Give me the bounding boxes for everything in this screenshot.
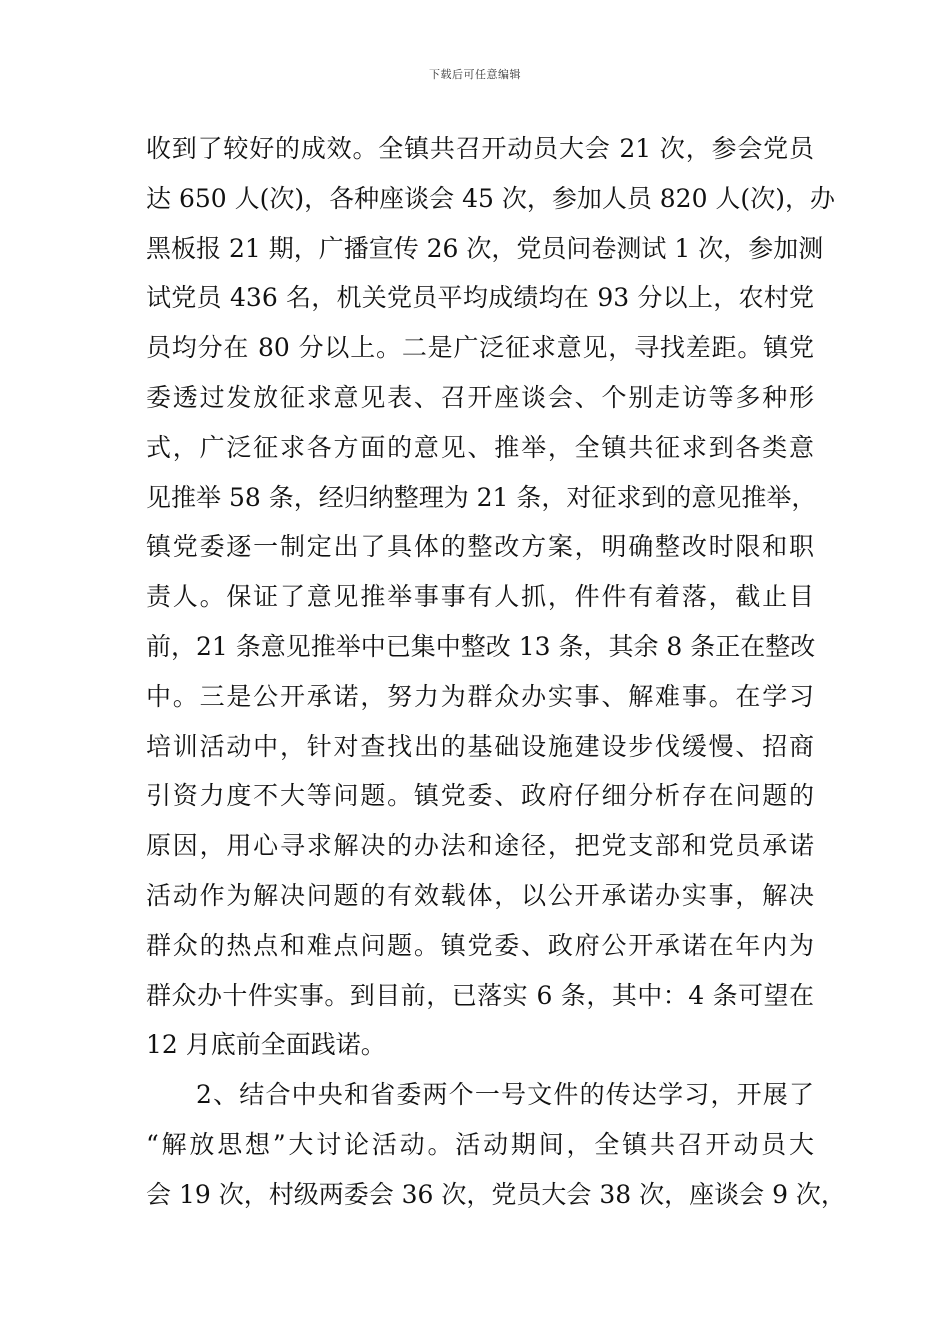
text-line: 活动作为解决问题的有效载体，以公开承诺办实事，解决 xyxy=(146,880,814,910)
page-header: 下载后可任意编辑 xyxy=(429,68,521,81)
text-line: 式，广泛征求各方面的意见、推举，全镇共征求到各类意 xyxy=(146,432,814,462)
text-line: 镇党委逐一制定出了具体的整改方案，明确整改时限和职 xyxy=(146,532,814,562)
text-line: 达 650 人(次)，各种座谈会 45 次，参加人员 820 人(次)，办 xyxy=(146,183,835,213)
document-body xyxy=(146,124,846,1220)
text-line: 黑板报 21 期，广播宣传 26 次，党员问卷测试 1 次，参加测 xyxy=(146,233,824,263)
text-line: 原因，用心寻求解决的办法和途径，把党支部和党员承诺 xyxy=(146,831,814,861)
text-line: 会 19 次，村级两委会 36 次，党员大会 38 次，座谈会 9 次， xyxy=(146,1179,846,1209)
text-line: 群众的热点和难点问题。镇党委、政府公开承诺在年内为 xyxy=(146,930,814,960)
text-line: 收到了较好的成效。全镇共召开动员大会 21 次，参会党员 xyxy=(146,134,814,163)
text-line: 2、结合中央和省委两个一号文件的传达学习，开展了 xyxy=(196,1080,814,1110)
text-line: 12 月底前全面践诺。 xyxy=(146,1030,386,1060)
text-line: 前，21 条意见推举中已集中整改 13 条，其余 8 条正在整改 xyxy=(146,631,816,661)
text-line: 见推举 58 条，经归纳整理为 21 条，对征求到的意见推举， xyxy=(146,482,817,512)
text-line: 中。三是公开承诺，努力为群众办实事、解难事。在学习 xyxy=(146,681,814,711)
text-line: 试党员 436 名，机关党员平均成绩均在 93 分以上，农村党 xyxy=(146,283,814,313)
text-line: 引资力度不大等问题。镇党委、政府仔细分析存在问题的 xyxy=(146,781,814,811)
text-line: 群众办十件实事。到目前，已落实 6 条，其中：4 条可望在 xyxy=(146,980,814,1010)
text-line: 委透过发放征求意见表、召开座谈会、个别走访等多种形 xyxy=(146,382,814,412)
text-line: 责人。保证了意见推举事事有人抓，件件有着落，截止目 xyxy=(146,582,814,612)
text-line: “解放思想”大讨论活动。活动期间，全镇共召开动员大 xyxy=(146,1129,814,1159)
paragraph-1 xyxy=(146,124,835,1070)
paragraph-2 xyxy=(146,1070,846,1219)
text-line: 员均分在 80 分以上。二是广泛征求意见，寻找差距。镇党 xyxy=(146,333,814,363)
text-line: 培训活动中，针对查找出的基础设施建设步伐缓慢、招商 xyxy=(146,731,814,761)
